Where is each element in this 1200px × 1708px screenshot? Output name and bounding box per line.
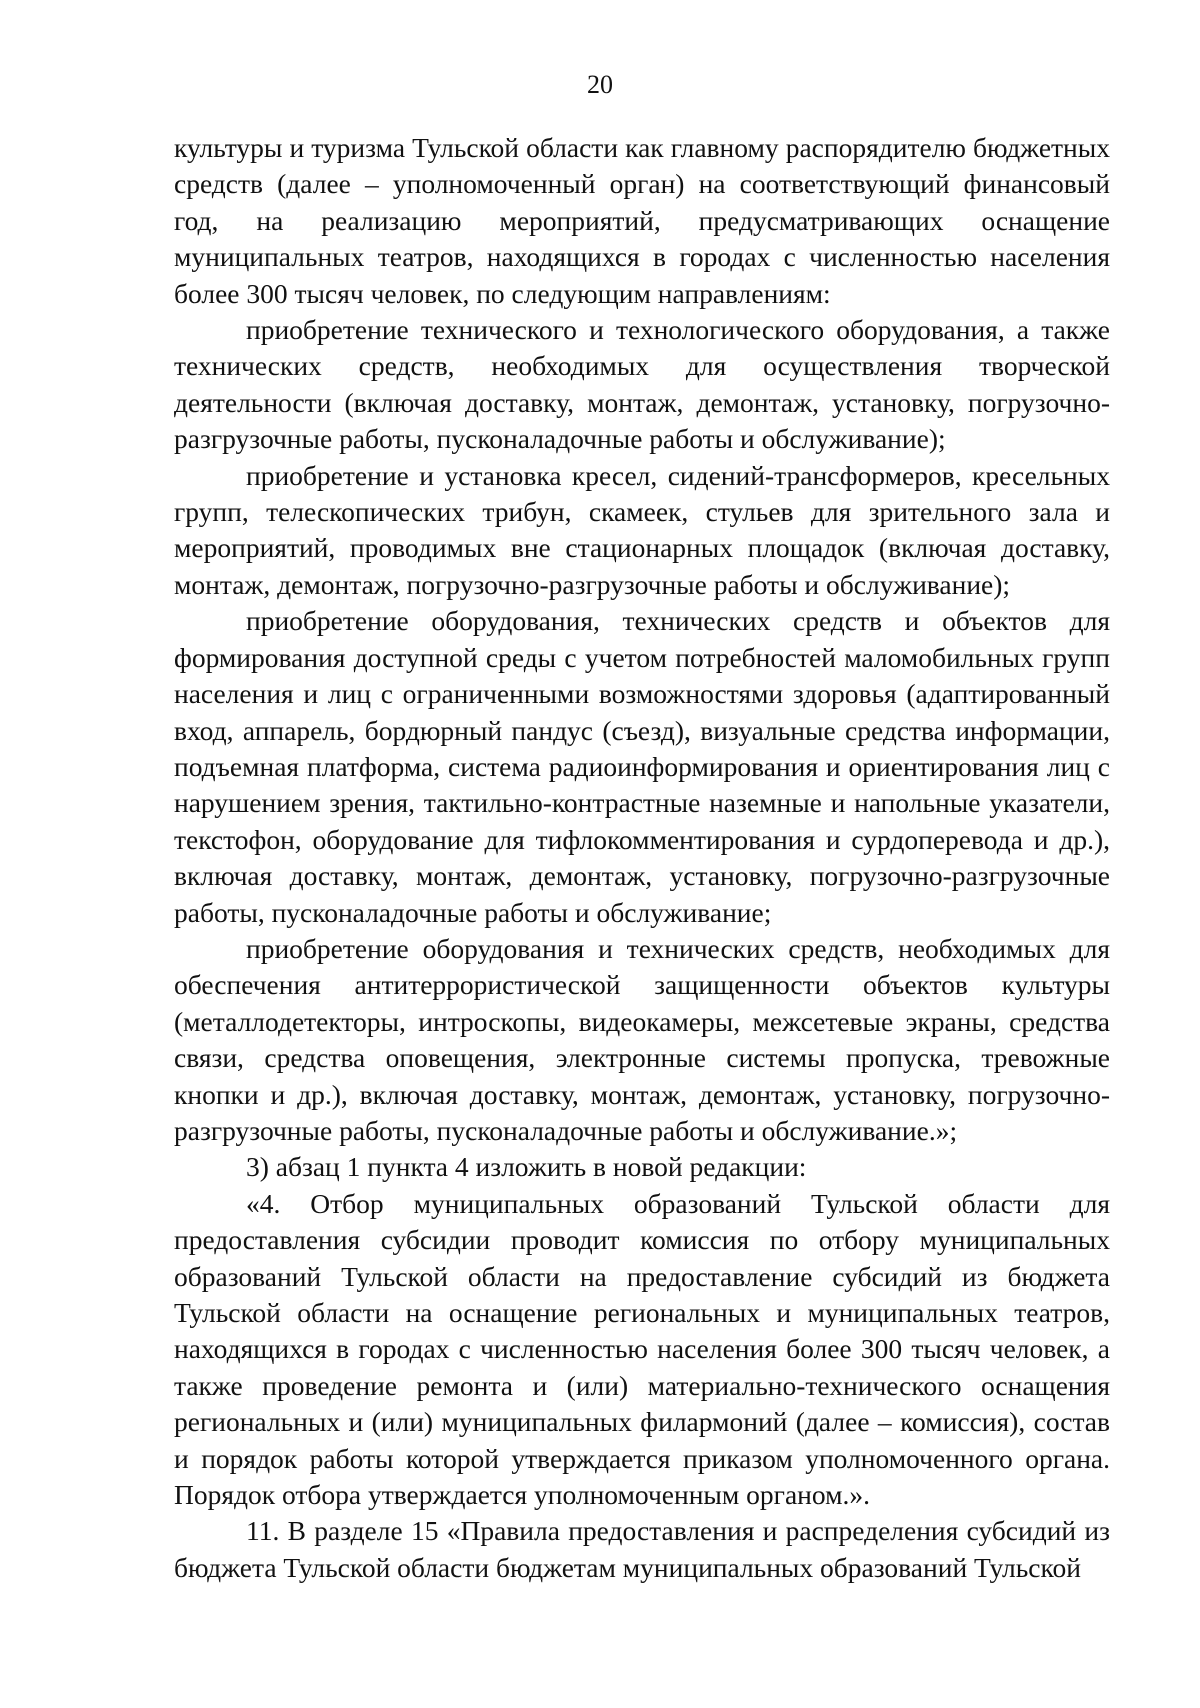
paragraph-selection-commission: «4. Отбор муниципальных образований Тульской области для предоставления субсидии проводит комиссия по отбору муниципальных образований Тульской области на предоставление субсидий из бюджета Тульской области на оснащение региональных и муниципальных театров, находящихся в городах с численностью населения более 300 тысяч человек, а также проведение ремонта и (или) материально-технического оснащения региональных и (или) муниципальных филармоний (далее – комиссия), состав и порядок работы которой утверждается приказом уполномоченного органа. Порядок отбора утверждается уполномоченным органом.». bbox=[174, 1187, 1110, 1511]
paragraph-antiterror-security: приобретение оборудования и технических средств, необходимых для обеспечения антитеррористической защищенности объектов культуры (металлодетекторы, интроскопы, видеокамеры, межсетевые экраны, средства связи, средства оповещения, электронные системы пропуска, тревожные кнопки и др.), включая доставку, монтаж, демонтаж, установку, погрузочно-разгрузочные работы, пусконаладочные работы и обслуживание.»; bbox=[174, 932, 1110, 1146]
paragraph-seating: приобретение и установка кресел, сидений-трансформеров, кресельных групп, телескопических трибун, скамеек, стульев для зрительного зала и мероприятий, проводимых вне стационарных площадок (включая доставку, монтаж, демонтаж, погрузочно-разгрузочные работы и обслуживание); bbox=[174, 459, 1110, 600]
paragraph-section-11: 11. В разделе 15 «Правила предоставления и распределения субсидий из бюджета Тульской области бюджетам муниципальных образований Тульской bbox=[174, 1515, 1110, 1583]
page-number: 20 bbox=[587, 70, 613, 99]
paragraph-accessible-environment: приобретение оборудования, технических средств и объектов для формирования доступной среды с учетом потребностей маломобильных групп населения и лиц с ограниченными возможностями здоровья (адаптированный вход, аппарель, бордюрный пандус (съезд), визуальные средства информации, подъемная платформа, система радиоинформирования и ориентирования лиц с нарушением зрения, тактильно-контрастные наземные и напольные указатели, текстофон, оборудование для тифлокомментирования и сурдоперевода и др.), включая доставку, монтаж, демонтаж, установку, погрузочно-разгрузочные работы, пусконаладочные работы и обслуживание; bbox=[174, 605, 1110, 928]
document-body bbox=[174, 130, 1110, 1586]
paragraph-equipment: приобретение технического и технологического оборудования, а также технических средств, необходимых для осуществления творческой деятельности (включая доставку, монтаж, демонтаж, установку, погрузочно-разгрузочные работы, пусконаладочные работы и обслуживание); bbox=[174, 314, 1110, 455]
paragraph-amendment-3: 3) абзац 1 пункта 4 изложить в новой редакции: bbox=[246, 1151, 807, 1183]
paragraph-continuation: культуры и туризма Тульской области как главному распорядителю бюджетных средств (далее – уполномоченный орган) на соответствующий финансовый год, на реализацию мероприятий, предусматривающих оснащение муниципальных театров, находящихся в городах с численностью населения более 300 тысяч человек, по следующим направлениям: bbox=[174, 132, 1110, 309]
